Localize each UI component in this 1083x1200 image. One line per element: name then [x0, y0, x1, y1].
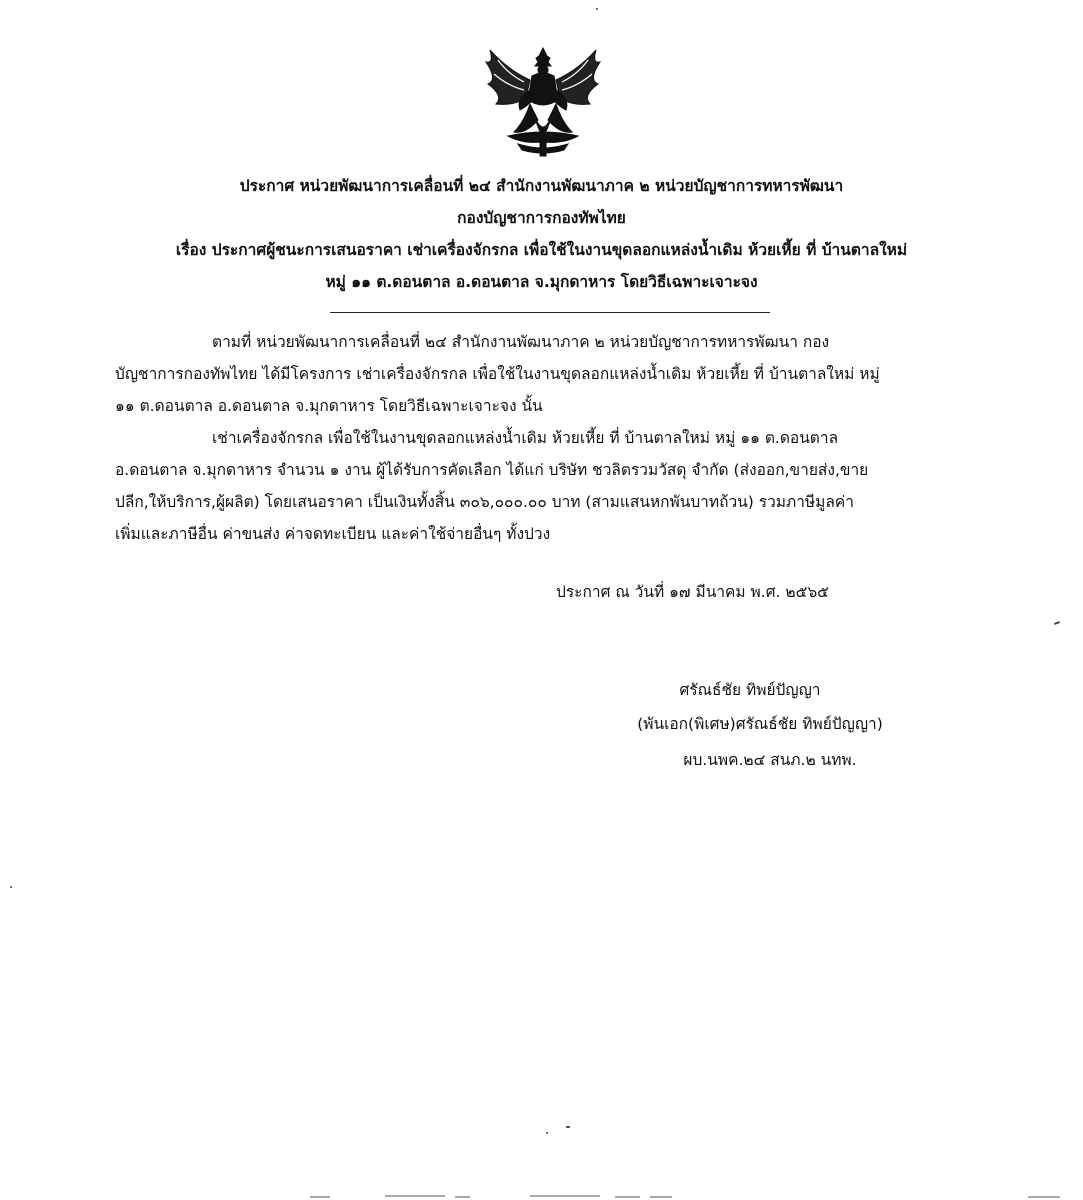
- paragraph-2-line-1: เช่าเครื่องจักรกล เพื่อใช้ในงานขุดลอกแหล่งน้ำเดิม ห้วยเหี้ย ที่ บ้านตาลใหม่ หมู่ ๑๑ ต.ดอนตาล: [212, 429, 839, 447]
- scan-speck: [596, 8, 598, 10]
- signature-name: ศรัณธ์ชัย ทิพย์ปัญญา: [679, 681, 821, 699]
- paragraph-1-line-3: ๑๑ ต.ดอนตาล อ.ดอนตาล จ.มุกดาหาร โดยวิธีเฉพาะเจาะจง นั้น: [115, 397, 543, 415]
- organization-name: กองบัญชาการกองทัพไทย: [457, 209, 626, 227]
- subject-line: เรื่อง ประกาศผู้ชนะการเสนอราคา เช่าเครื่องจักรกล เพื่อใช้ในงานขุดลอกแหล่งน้ำเดิม ห้วยเหี้ย ที่ บ้านตาลใหม่: [175, 241, 908, 259]
- signature-position: ผบ.นพค.๒๔ สนภ.๒ นทพ.: [683, 751, 857, 769]
- garuda-emblem: [468, 40, 618, 160]
- announcement-title: ประกาศ หน่วยพัฒนาการเคลื่อนที่ ๒๔ สำนักงานพัฒนาภาค ๒ หน่วยบัญชาการทหารพัฒนา: [239, 177, 844, 195]
- paragraph-2-line-2: อ.ดอนตาล จ.มุกดาหาร จำนวน ๑ งาน ผู้ได้รับการคัดเลือก ได้แก่ บริษัท ชวลิตรวมวัสดุ จำกัด (ส่งออก,ขายส่ง,ขาย: [115, 461, 869, 479]
- header-divider: [330, 312, 770, 313]
- paragraph-2-line-3: ปลีก,ให้บริการ,ผู้ผลิต) โดยเสนอราคา เป็นเงินทั้งสิ้น ๓๐๖,๐๐๐.๐๐ บาท (สามแสนหกพันบาทถ้วน) รวมภาษีมูลค่า: [115, 493, 854, 511]
- scan-speck: [10, 886, 12, 888]
- scan-speck: [546, 1132, 548, 1134]
- paragraph-1-line-2: บัญชาการกองทัพไทย ได้มีโครงการ เช่าเครื่องจักรกล เพื่อใช้ในงานขุดลอกแหล่งน้ำเดิม ห้วยเหี้ย ที่ บ้านตาลใหม่ หมู่: [115, 365, 880, 383]
- signature-full-title: (พันเอก(พิเศษ)ศรัณธ์ชัย ทิพย์ปัญญา): [637, 715, 883, 733]
- subject-line-continued: หมู่ ๑๑ ต.ดอนตาล อ.ดอนตาล จ.มุกดาหาร โดยวิธีเฉพาะเจาะจง: [325, 273, 758, 291]
- scan-speck: [1054, 621, 1060, 625]
- scan-speck: [566, 1126, 570, 1128]
- paragraph-2-line-4: เพิ่มและภาษีอื่น ค่าขนส่ง ค่าจดทะเบียน และค่าใช้จ่ายอื่นๆ ทั้งปวง: [115, 525, 551, 543]
- paragraph-1-line-1: ตามที่ หน่วยพัฒนาการเคลื่อนที่ ๒๔ สำนักงานพัฒนาภาค ๒ หน่วยบัญชาการทหารพัฒนา กอง: [212, 333, 830, 351]
- scan-edge-marks: [0, 1192, 1083, 1200]
- announcement-date: ประกาศ ณ วันที่ ๑๗ มีนาคม พ.ศ. ๒๕๖๕: [556, 583, 829, 601]
